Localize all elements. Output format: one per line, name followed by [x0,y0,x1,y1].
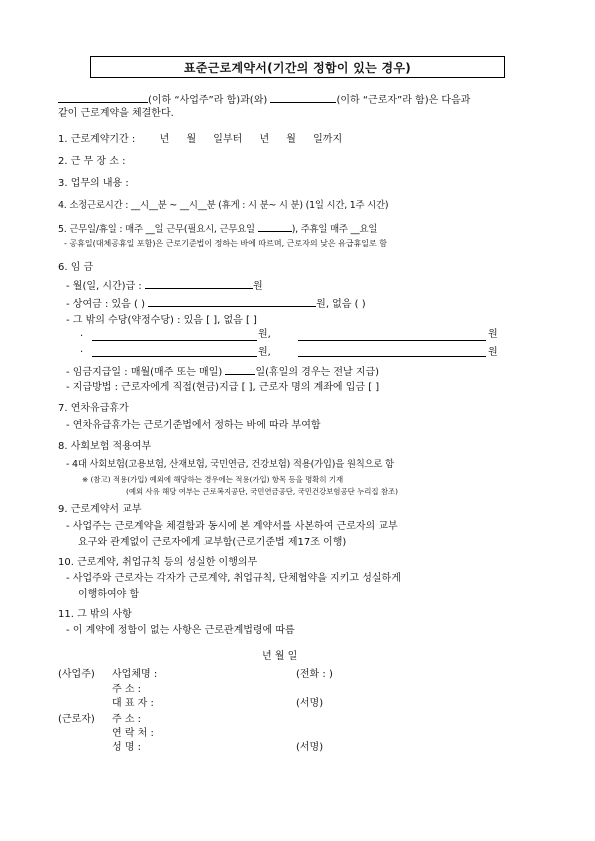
wage-unit: 원 [252,281,263,292]
employee-address-label: 주 소 : [112,714,142,725]
contract-delivery-text-2: 요구와 관계없이 근로자에게 교부함(근로기준법 제17조 이행) [78,537,347,548]
allowance-blank-1a[interactable] [92,330,257,341]
contract-date-line: 년 월 일 [262,651,298,662]
holiday-note: - 공휴일(대체공휴일 포함)은 근로기준법이 정하는 바에 따르며, 근로자의 낮은 유급휴일로 함 [64,239,388,248]
intro-employer-text: (이하 “사업주”라 함)과(와) [148,95,271,106]
employer-phone-label: (전화 : ) [296,669,333,680]
wage-blank[interactable] [145,278,253,289]
bonus-blank[interactable] [148,296,316,307]
wage-label: - 월(일, 시간)급 : [66,281,145,292]
other-matters-heading: 11. 그 밖의 사항 [58,609,132,620]
employer-name-blank[interactable] [58,92,148,103]
payday-tail: 일(휴일의 경우는 전날 지급) [255,367,380,378]
allowance-blank-1b[interactable] [298,330,486,341]
payday-blank[interactable] [225,364,255,375]
intro-line-2: 같이 근로계약을 체결한다. [58,108,174,119]
workday-text-a: 5. 근무일/휴일 : 매주 __일 근무(필요시, 근무요일 [58,224,258,235]
employee-name-blank[interactable] [270,92,336,103]
document-title: 표준근로계약서(기간의 정함이 있는 경우) [90,56,505,78]
employer-address-label: 주 소 : [112,684,142,695]
social-insurance-note-2: (예외 사유 해당 여부는 근로복지공단, 국민연금공단, 국민건강보험공단 누리집 참조) [126,487,399,496]
faithful-duty-heading: 10. 근로계약, 취업규칙 등의 성실한 이행의무 [58,557,258,568]
allowance-unit-2b: 원 [488,347,498,358]
payday-line [66,364,379,380]
working-hours-line: 4. 소정근로시간 : __시__분 ~ __시__분 (휴게 : 시 분~ 시 분) (1일 시간, 1주 시간) [58,200,389,211]
workday-blank[interactable] [258,221,292,232]
allowance-unit-1b: 원 [488,329,498,340]
bonus-line [66,296,366,312]
faithful-duty-text-1: - 사업주와 근로자는 각자가 근로계약, 취업규칙, 단체협약을 지키고 성실하게 [66,573,401,584]
annual-leave-heading: 7. 연차유급휴가 [58,403,129,414]
wage-line [66,278,263,294]
employee-name-label: 성 명 : [112,742,142,753]
allowance-row-1a: · [80,331,84,342]
workday-line [58,221,377,237]
bonus-label: - 상여금 : 있음 ( ) [66,299,149,310]
social-insurance-heading: 8. 사회보험 적용여부 [58,441,152,452]
employee-sign[interactable]: (서명) [296,742,324,753]
allowance-row-2a: · [80,347,84,358]
employer-sign[interactable]: (서명) [296,698,324,709]
allowance-blank-2b[interactable] [298,346,486,357]
intro-employee-text: (이하 “근로자”라 함)은 다음과 [336,95,471,106]
employee-tag: (근로자) [58,714,95,725]
wage-heading: 6. 임 금 [58,262,94,273]
allowance-line: - 그 밖의 수당(약정수당) : 있음 [ ], 없음 [ ] [66,315,257,326]
annual-leave-text: - 연차유급휴가는 근로기준법에서 정하는 바에 따라 부여함 [66,420,321,431]
contract-period-text: 년 월 일부터 년 월 일까지 [159,134,343,145]
item-1 [58,133,342,147]
workday-text-b: ), 주휴일 매주 __요일 [291,224,378,235]
employee-contact-label: 연 락 처 : [112,728,154,739]
intro-line-1 [58,92,470,108]
payday-label: - 임금지급일 : 매월(매주 또는 매일) [66,367,226,378]
social-insurance-note-1: ※ (참고) 적용(가입) 예외에 해당하는 경우에는 적용(가입) 항목 등을 명확히 기재 [82,475,344,484]
employer-rep-label: 대 표 자 : [112,698,154,709]
workplace-label: 2. 근 무 장 소 : [58,156,126,167]
faithful-duty-text-2: 이행하여야 함 [78,589,140,600]
employer-tag: (사업주) [58,669,95,680]
payment-method-line: - 지급방법 : 근로자에게 직접(현금)지급 [ ], 근로자 명의 계좌에 입금 [ ] [66,382,380,393]
other-matters-text: - 이 계약에 정함이 없는 사항은 근로관계법령에 따름 [66,625,295,636]
employer-biz-name-label: 사업체명 : [112,669,158,680]
contract-delivery-text-1: - 사업주는 근로계약을 체결함과 동시에 본 계약서를 사본하여 근로자의 교부 [66,521,398,532]
allowance-unit-1a: 원, [258,329,271,340]
contract-period-label: 1. 근로계약기간 : [58,134,136,145]
allowance-blank-2a[interactable] [92,346,257,357]
social-insurance-text: - 4대 사회보험(고용보험, 산재보험, 국민연금, 건강보험) 적용(가입)을 원칙으로 함 [66,459,394,470]
allowance-unit-2a: 원, [258,347,271,358]
contract-delivery-heading: 9. 근로계약서 교부 [58,504,142,515]
bonus-tail: 원, 없음 ( ) [316,299,366,310]
job-description-label: 3. 업무의 내용 : [58,178,129,189]
